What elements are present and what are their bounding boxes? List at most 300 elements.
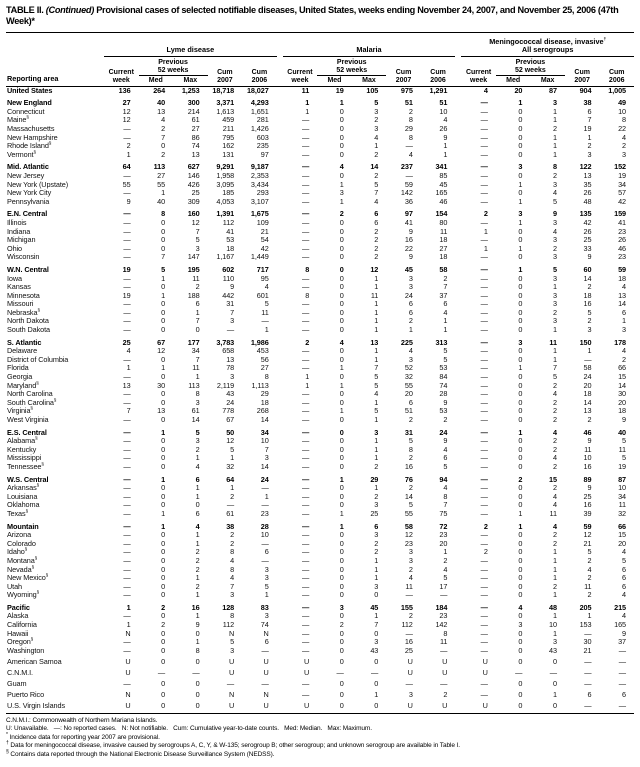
value-cell: —	[123, 555, 131, 565]
value-cell: 18	[583, 389, 592, 399]
value-cell: 795	[222, 132, 235, 142]
value-cell: —	[480, 106, 488, 116]
value-cell: 59	[583, 521, 592, 531]
value-cell: 2	[552, 444, 557, 454]
value-cell: 195	[187, 264, 200, 274]
value-cell: —	[301, 346, 310, 356]
value-cell: 13	[370, 337, 379, 347]
value-cell: 0	[518, 628, 523, 638]
value-cell: 25	[191, 188, 200, 198]
value-cell: 31	[404, 427, 413, 437]
value-cell: —	[301, 325, 310, 335]
value-cell: 1	[126, 149, 131, 159]
value-cell: 3	[587, 325, 592, 335]
value-cell: 0	[518, 397, 523, 407]
value-cell: 0	[518, 307, 523, 317]
value-cell: 8	[408, 115, 413, 125]
value-cell: 0	[518, 282, 523, 292]
value-cell: 18	[226, 243, 235, 253]
value-cell: 2	[443, 555, 448, 565]
value-cell: 14	[583, 273, 592, 283]
value-cell: 4	[230, 555, 235, 565]
value-cell: 13	[618, 290, 626, 300]
lyme-disease-group-header	[104, 32, 277, 56]
value-cell: —	[618, 645, 626, 655]
value-cell: —	[440, 590, 448, 600]
value-cell: 0	[339, 538, 344, 548]
value-cell: 0	[339, 282, 344, 292]
value-cell: 3	[587, 149, 592, 159]
value-cell: —	[301, 628, 310, 638]
value-cell: —	[480, 141, 488, 151]
value-cell: 6	[264, 637, 269, 647]
value-cell: 4	[339, 162, 344, 172]
value-cell: 0	[161, 299, 166, 309]
value-cell: 20	[439, 538, 448, 548]
value-cell: 2	[622, 354, 626, 364]
reporting-area-cell: C.N.M.I.	[7, 668, 33, 678]
value-cell: 97	[404, 209, 413, 219]
reporting-area-cell: Guam	[7, 679, 27, 689]
value-cell: 2	[161, 124, 166, 133]
cum-2007-header: Cum 2007	[565, 56, 600, 86]
value-cell: 0	[339, 226, 344, 236]
value-cell: —	[301, 530, 310, 540]
value-cell: 16	[583, 461, 592, 471]
value-cell: 0	[552, 656, 557, 666]
value-cell: N	[228, 628, 235, 638]
med-header: Med	[317, 75, 352, 86]
value-cell: 1	[374, 690, 379, 700]
value-cell: —	[480, 282, 488, 292]
med-header: Med	[496, 75, 531, 86]
reporting-area-cell: Nebraska§	[7, 307, 40, 317]
value-cell: 1	[195, 573, 200, 583]
value-cell: 11	[261, 307, 269, 317]
value-cell: —	[480, 415, 488, 424]
value-cell: 0	[317, 700, 352, 714]
table-title-label: TABLE II.	[6, 5, 44, 15]
value-cell: 1	[518, 196, 523, 206]
value-cell: 627	[187, 162, 200, 172]
value-cell: U	[125, 668, 131, 678]
value-cell: 26	[618, 235, 626, 245]
value-cell: 3	[374, 530, 379, 540]
value-cell: —	[123, 538, 131, 548]
value-cell: —	[480, 162, 488, 172]
value-cell: 0	[518, 415, 523, 424]
value-cell: 4	[230, 573, 235, 583]
value-cell: 0	[518, 273, 523, 283]
table-row	[6, 356, 634, 365]
value-cell: 4	[443, 444, 448, 454]
value-cell: 39	[583, 508, 592, 518]
value-cell: 9	[587, 436, 592, 446]
value-cell: 0	[161, 637, 166, 647]
value-cell: 0	[161, 611, 166, 621]
value-cell: 33	[583, 243, 592, 253]
value-cell: 2	[443, 690, 448, 700]
value-cell: 1	[161, 508, 166, 518]
value-cell: 1	[518, 427, 523, 437]
value-cell: 0	[518, 380, 523, 390]
value-cell: —	[480, 235, 488, 245]
value-cell: 12	[122, 106, 131, 116]
value-cell: 0	[161, 530, 166, 540]
value-cell: 1	[374, 611, 379, 621]
value-cell: 3	[622, 325, 626, 335]
value-cell: 2	[374, 547, 379, 557]
value-cell: 19	[583, 124, 592, 133]
value-cell: 1	[587, 346, 592, 356]
value-cell: 1	[552, 106, 557, 116]
value-cell: 4	[552, 491, 557, 501]
value-cell: 2	[408, 611, 413, 621]
value-cell: —	[480, 581, 488, 591]
value-cell: 1	[374, 346, 379, 356]
value-cell: 8	[230, 611, 235, 621]
value-cell: 0	[518, 389, 523, 399]
value-cell: 66	[618, 521, 626, 531]
value-cell: 0	[339, 273, 344, 283]
value-cell: 1	[552, 132, 557, 142]
value-cell: 0	[339, 106, 344, 116]
table-row	[6, 236, 634, 245]
value-cell: —	[123, 282, 131, 292]
value-cell: 2	[230, 538, 235, 548]
value-cell: 6	[622, 307, 626, 317]
value-cell: 46	[439, 196, 448, 206]
value-cell: —	[480, 679, 488, 689]
value-cell: 2	[195, 555, 200, 565]
value-cell: 20	[583, 380, 592, 390]
value-cell: 0	[339, 491, 344, 501]
reporting-area-cell: New York (Upstate)	[7, 179, 69, 189]
value-cell: 0	[518, 538, 523, 548]
previous-52-weeks-header: Previous 52 weeks	[139, 56, 208, 75]
value-cell: 10	[260, 436, 269, 446]
value-cell: 9	[622, 628, 626, 638]
value-cell: 1,291	[429, 85, 448, 95]
value-cell: 1	[339, 98, 344, 108]
table-row	[6, 326, 634, 335]
value-cell: 43	[548, 645, 557, 655]
value-cell: 3	[518, 162, 523, 172]
value-cell: 2	[552, 397, 557, 407]
value-cell: 0	[161, 397, 166, 407]
value-cell: 32	[404, 372, 413, 382]
value-cell: 20	[514, 85, 523, 95]
value-cell: 9	[126, 196, 131, 206]
value-cell: —	[480, 307, 488, 317]
value-cell: 0	[339, 637, 344, 647]
value-cell: —	[301, 538, 310, 548]
value-cell: 0	[161, 453, 166, 463]
value-cell: 3	[408, 690, 413, 700]
value-cell: 717	[256, 264, 269, 274]
value-cell: 602	[222, 264, 235, 274]
value-cell: 2	[230, 530, 235, 540]
value-cell: 0	[374, 656, 379, 666]
value-cell: 1	[264, 325, 269, 335]
value-cell: 2	[587, 415, 592, 424]
value-cell: 3	[374, 427, 379, 437]
value-cell: 7	[195, 226, 200, 236]
value-cell: —	[618, 656, 626, 666]
value-cell: 18	[260, 397, 269, 407]
reporting-area-cell: Montana§	[7, 555, 38, 565]
current-week-header: Current week	[283, 56, 318, 86]
value-cell: 112	[222, 620, 235, 630]
value-cell: 1	[374, 415, 379, 424]
value-cell: 658	[222, 346, 235, 356]
value-cell: —	[301, 252, 310, 262]
value-cell: 19	[122, 290, 131, 300]
value-cell: —	[301, 354, 310, 364]
value-cell: 0	[339, 573, 344, 583]
value-cell: 11	[549, 337, 557, 347]
value-cell: 40	[157, 98, 166, 108]
value-cell: 5	[374, 406, 379, 416]
value-cell: 0	[161, 372, 166, 382]
value-cell: 0	[339, 483, 344, 493]
reporting-area-cell: Oregon§	[7, 636, 34, 647]
value-cell: 0	[161, 307, 166, 317]
footnote-marker: §	[37, 307, 40, 313]
value-cell: 13	[226, 354, 235, 364]
value-cell: 8	[408, 444, 413, 454]
table-row	[6, 583, 634, 592]
value-cell: 38	[583, 98, 592, 108]
reporting-area-cell: Alabama§	[7, 435, 38, 446]
value-cell: 37	[618, 637, 626, 647]
value-cell: 0	[161, 564, 166, 574]
table-title-text: Provisional cases of selected notifiable diseases, United States, weeks ending November 24, 2007, and November 25, 2006 (47th Week)*	[6, 5, 619, 27]
max-header: Max	[352, 75, 387, 86]
value-cell: 1	[374, 555, 379, 565]
value-cell: 4	[408, 346, 413, 356]
value-cell: 2	[408, 106, 413, 116]
table-row	[6, 390, 634, 399]
reporting-area-cell: Puerto Rico	[7, 690, 45, 700]
value-cell: 2	[195, 581, 200, 591]
value-cell: 10	[583, 453, 592, 463]
value-cell: 74	[439, 380, 448, 390]
value-cell: —	[123, 500, 131, 510]
value-cell: 0	[339, 316, 344, 326]
value-cell: 20	[618, 538, 626, 548]
value-cell: —	[301, 363, 310, 373]
value-cell: —	[480, 690, 488, 700]
value-cell: 8	[195, 389, 200, 399]
value-cell: 0	[339, 500, 344, 510]
value-cell: —	[480, 406, 488, 416]
value-cell: 2	[161, 620, 166, 630]
value-cell: 45	[404, 264, 413, 274]
value-cell: 4	[443, 564, 448, 574]
table-row	[6, 591, 634, 600]
value-cell: 0	[195, 500, 200, 510]
value-cell: —	[480, 252, 488, 262]
reporting-area-cell: Mississippi	[7, 453, 42, 463]
value-cell: 87	[548, 85, 557, 95]
value-cell: —	[336, 668, 344, 678]
value-cell: 24	[260, 474, 269, 484]
value-cell: —	[405, 628, 413, 638]
value-cell: 3	[408, 354, 413, 364]
value-cell: 0	[161, 645, 166, 655]
table-row	[6, 245, 634, 254]
value-cell: —	[123, 521, 131, 531]
value-cell: 11	[405, 581, 413, 591]
value-cell: 14	[618, 380, 626, 390]
value-cell: —	[480, 290, 488, 300]
value-cell: 34	[260, 427, 269, 437]
footnote-marker: §	[26, 114, 29, 120]
reporting-area-cell: Hawaii	[7, 628, 29, 638]
value-cell: 29	[370, 474, 379, 484]
value-cell: 2	[552, 380, 557, 390]
value-cell: —	[301, 436, 310, 446]
value-cell: 14	[260, 415, 269, 424]
value-cell: —	[480, 436, 488, 446]
table-row	[6, 159, 634, 172]
value-cell: 13	[191, 149, 200, 159]
value-cell: —	[301, 389, 310, 399]
value-cell: 16	[583, 500, 592, 510]
value-cell: 3	[552, 179, 557, 189]
value-cell: 1,253	[181, 85, 200, 95]
value-cell: 1	[552, 346, 557, 356]
value-cell: 0	[518, 637, 523, 647]
value-cell: 5	[230, 637, 235, 647]
value-cell: 46	[583, 427, 592, 437]
reporting-area-cell: New Mexico§	[7, 572, 49, 583]
value-cell: U	[263, 668, 269, 678]
value-cell: 0	[518, 547, 523, 557]
value-cell: 87	[618, 474, 626, 484]
value-cell: 7	[443, 282, 448, 292]
value-cell: 6	[408, 397, 413, 407]
value-cell: 2	[408, 415, 413, 424]
value-cell: U	[208, 700, 243, 714]
value-cell: 3	[230, 316, 235, 326]
value-cell: 153	[579, 620, 592, 630]
value-cell: 0	[339, 235, 344, 245]
value-cell: 1	[305, 372, 310, 382]
value-cell: 27	[122, 98, 131, 108]
table-row	[6, 292, 634, 301]
value-cell: 19	[335, 85, 344, 95]
value-cell: 28	[439, 389, 448, 399]
value-cell: N	[263, 628, 269, 638]
value-cell: 4	[195, 521, 200, 531]
value-cell: 6	[195, 299, 200, 309]
table-row	[6, 531, 634, 540]
value-cell: 165	[614, 620, 626, 630]
cum-2006-header: Cum 2006	[242, 56, 277, 86]
group-header-row	[6, 32, 634, 56]
value-cell: 1,449	[250, 252, 269, 262]
value-cell: 2	[408, 564, 413, 574]
value-cell: 53	[226, 235, 235, 245]
value-cell: —	[301, 581, 310, 591]
value-cell: U	[407, 656, 413, 666]
value-cell: —	[301, 307, 310, 317]
value-cell: 112	[222, 217, 235, 227]
value-cell: 28	[260, 521, 269, 531]
table-row	[6, 493, 634, 502]
value-cell: 442	[222, 290, 235, 300]
value-cell: 1	[339, 363, 344, 373]
previous-52-weeks-header: Previous 52 weeks	[317, 56, 386, 75]
value-cell: 1	[587, 132, 592, 142]
value-cell: 6	[587, 106, 592, 116]
meningococcal-group-header	[461, 32, 634, 56]
value-cell: 1	[161, 427, 166, 437]
value-cell: 26	[583, 188, 592, 198]
value-cell: 26	[583, 226, 592, 236]
value-cell: 16	[583, 299, 592, 309]
value-cell: 0	[161, 444, 166, 454]
value-cell: 113	[153, 162, 166, 172]
reporting-area-cell: Pennsylvania	[7, 196, 50, 206]
value-cell: 11	[584, 444, 592, 454]
value-cell: 31	[226, 299, 235, 309]
value-cell: —	[480, 115, 488, 125]
value-cell: 1	[161, 521, 166, 531]
value-cell: 4	[339, 337, 344, 347]
footnote-marker: §	[35, 435, 38, 441]
value-cell: 0	[161, 282, 166, 292]
value-cell: 2	[374, 170, 379, 180]
table-row	[6, 172, 634, 181]
value-cell: 0	[339, 590, 344, 600]
value-cell: 0	[161, 226, 166, 236]
value-cell: —	[480, 316, 488, 326]
value-cell: 1	[552, 628, 557, 638]
value-cell: —	[301, 209, 310, 219]
value-cell: —	[301, 141, 310, 151]
value-cell: 0	[496, 700, 531, 714]
value-cell: 150	[579, 337, 592, 347]
value-cell: 8	[161, 209, 166, 219]
value-cell: 4	[126, 346, 131, 356]
value-cell: 16	[404, 235, 413, 245]
value-cell: 12	[191, 217, 200, 227]
value-cell: 2	[483, 209, 488, 219]
value-cell: 1	[374, 273, 379, 283]
value-cell: —	[301, 406, 310, 416]
value-cell: 0	[339, 149, 344, 159]
value-cell: 0	[518, 656, 523, 666]
value-cell: —	[123, 397, 131, 407]
value-cell: 1	[126, 620, 131, 630]
footnote-text: C.N.M.I.: Commonwealth of Northern Mariana Islands.	[6, 716, 158, 724]
value-cell: 0	[374, 590, 379, 600]
value-cell: 5	[622, 436, 626, 446]
value-cell: 22	[404, 243, 413, 253]
value-cell: 778	[222, 406, 235, 416]
table-row	[6, 600, 634, 613]
value-cell: 12	[583, 530, 592, 540]
value-cell: 11	[439, 637, 448, 647]
value-cell: 1	[552, 149, 557, 159]
value-cell: —	[480, 149, 488, 159]
reporting-area-cell: Mountain	[7, 521, 39, 531]
value-cell: 0	[339, 611, 344, 621]
footnote-marker: †	[603, 36, 607, 42]
